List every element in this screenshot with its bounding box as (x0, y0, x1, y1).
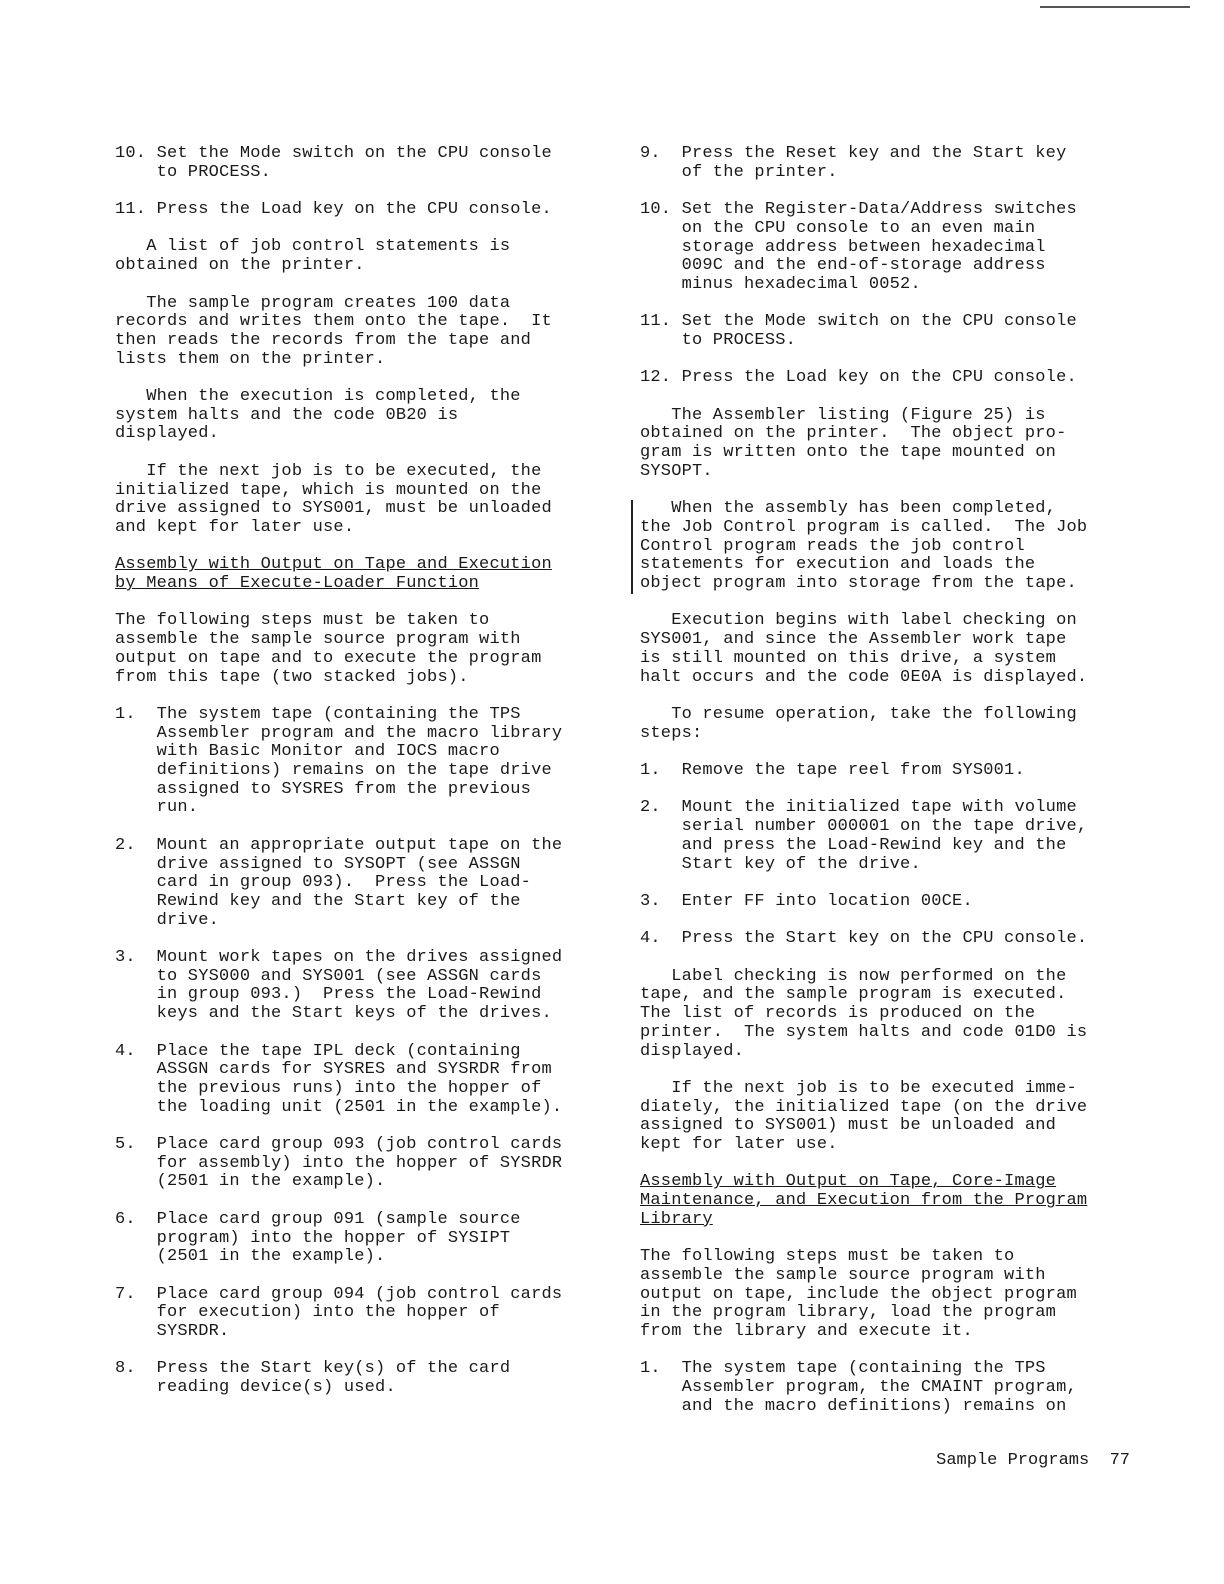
paragraph: If the next job is to be executed imme- diately, the initialized tape (on the drive assigned to SYS001) must be unloaded and kept for later use. (640, 1078, 1088, 1155)
step-item: 12. Press the Load key on the CPU console. (640, 368, 1077, 388)
footer-section: Sample Programs (936, 1451, 1090, 1470)
step-item: 2. Mount the initialized tape with volume serial number 000001 on the tape drive, and press the Load-Rewind key and the Start key of the drive. (640, 798, 1088, 874)
right-column (640, 145, 1140, 1435)
step-item: 1. Remove the tape reel from SYS001. (640, 761, 1025, 781)
top-rule (1040, 6, 1190, 8)
step-item: 1. The system tape (containing the TPS Assembler program and the macro library with Basic Monitor and IOCS macro definitions) remains on the tape drive assigned to SYSRES from the previous run. (115, 704, 563, 818)
step-item: 4. Place the tape IPL deck (containing ASSGN cards for SYSRES and SYSRDR from the previous runs) into the hopper of the loading unit (2501 in the example). (115, 1041, 563, 1117)
paragraph: The following steps must be taken to assemble the sample source program with output on tape and to execute the program from this tape (two stacked jobs). (115, 611, 542, 687)
page-footer (900, 1452, 1130, 1471)
step-item: 10. Set the Register-Data/Address switches on the CPU console to an even main storage address between hexadecimal 009C and the end-of-storage address minus hexadecimal 0052. (640, 200, 1077, 294)
step-item: 3. Enter FF into location 00CE. (640, 891, 973, 911)
step-item: 11. Press the Load key on the CPU console. (115, 200, 552, 220)
step-item: 8. Press the Start key(s) of the card reading device(s) used. (115, 1359, 511, 1398)
paragraph: The sample program creates 100 data records and writes them onto the tape. It then reads the records from the tape and lists them on the printer. (115, 293, 552, 369)
paragraph: When the execution is completed, the system halts and the code 0B20 is displayed. (115, 387, 521, 444)
step-item: 1. The system tape (containing the TPS Assembler program, the CMAINT program, and the macro definitions) remains on (640, 1359, 1077, 1416)
step-item: 7. Place card group 094 (job control cards for execution) into the hopper of SYSRDR. (115, 1284, 563, 1342)
paragraph: The Assembler listing (Figure 25) is obtained on the printer. The object pro- gram is written onto the tape mounted on SYSOPT. (640, 405, 1067, 481)
step-item: 6. Place card group 091 (sample source program) into the hopper of SYSIPT (2501 in the example). (115, 1209, 521, 1267)
page-number: 77 (1109, 1451, 1130, 1470)
step-item: 5. Place card group 093 (job control cards for assembly) into the hopper of SYSRDR (2501 in the example). (115, 1135, 563, 1192)
paragraph: The following steps must be taken to assemble the sample source program with output on tape, include the object program in the program library, load the program from the library and execute it. (640, 1247, 1077, 1342)
section-heading: Assembly with Output on Tape and Execution by Means of Execute-Loader Function (115, 555, 552, 594)
step-item: 9. Press the Reset key and the Start key of the printer. (640, 144, 1067, 182)
paragraph: When the assembly has been completed, the Job Control program is called. The Job Control program reads the job control statements for execution and loads the object program into storage from the tape. (631, 500, 1140, 594)
section-heading: Assembly with Output on Tape, Core-Image Maintenance, and Execution from the Program Library (640, 1172, 1088, 1229)
step-item: 11. Set the Mode switch on the CPU console to PROCESS. (640, 312, 1077, 350)
left-column (115, 145, 620, 1417)
step-item: 3. Mount work tapes on the drives assigned to SYS000 and SYS001 (see ASSGN cards in group 093.) Press the Load-Rewind keys and the Start keys of the drives. (115, 948, 563, 1024)
paragraph: To resume operation, take the following steps: (640, 704, 1077, 743)
step-item: 2. Mount an appropriate output tape on the drive assigned to SYSOPT (see ASSGN card in group 093). Press the Load- Rewind key and the Start key of the drive. (115, 835, 563, 930)
step-item: 4. Press the Start key on the CPU console. (640, 929, 1088, 949)
paragraph: Execution begins with label checking on SYS001, and since the Assembler work tape is still mounted on this drive, a system halt occurs and the code 0E0A is displayed. (640, 611, 1088, 687)
step-item: 10. Set the Mode switch on the CPU console to PROCESS. (115, 144, 552, 182)
paragraph: Label checking is now performed on the tape, and the sample program is executed. The list of records is produced on the printer. The system halts and code 01D0 is displayed. (640, 966, 1088, 1061)
paragraph: If the next job is to be executed, the initialized tape, which is mounted on the drive assigned to SYS001, must be unloaded and kept for later use. (115, 461, 552, 537)
paragraph: A list of job control statements is obtained on the printer. (115, 237, 511, 276)
